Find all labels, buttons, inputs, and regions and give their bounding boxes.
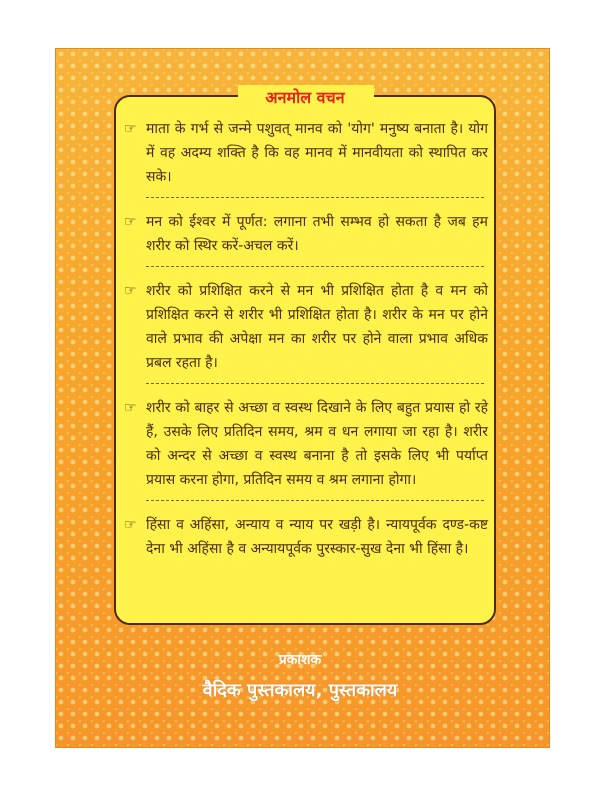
pointing-hand-icon: ☞ — [124, 400, 137, 416]
quote-text: मन को ईश्वर में पूर्णत: लगाना तभी सम्भव हो सकता है जब हम शरीर को स्थिर करें-अचल करें। — [146, 214, 488, 254]
quote-text: शरीर को प्रशिक्षित करने से मन भी प्रशिक्षित होता है व मन को प्रशिक्षित करने से शरीर भी प्रशिक्षित होता है। शरीर के मन पर होने वाले प्रभाव की अपेक्षा मन का शरीर पर होने वाला प्रभाव अधिक प्रबल रहता है। — [146, 283, 488, 371]
pointing-hand-icon: ☞ — [124, 121, 137, 137]
pointing-hand-icon: ☞ — [124, 214, 137, 230]
quote-item — [124, 396, 488, 492]
quote-list — [124, 117, 488, 575]
divider — [146, 383, 484, 384]
quote-text: माता के गर्भ से जन्मे पशुवत् मानव को 'योग' मनुष्य बनाता है। योग में वह अदम्य शक्ति है कि वह मानव में मानवीयता को स्थापित कर सके। — [146, 121, 488, 185]
quote-item — [124, 279, 488, 375]
quote-text: शरीर को बाहर से अच्छा व स्वस्थ दिखाने के लिए बहुत प्रयास हो रहे हैं, उसके लिए प्रतिदिन समय, श्रम व धन लगाया जा रहा है। शरीर को अन्दर से अच्छा व स्वस्थ बनाना है तो इसके लिए भी पर्याप्त प्रयास करना होगा, प्रतिदिन समय व श्रम लगाना होगा। — [146, 400, 488, 488]
quote-item — [124, 513, 488, 561]
quotes-panel — [114, 88, 496, 625]
pointing-hand-icon: ☞ — [124, 283, 137, 299]
pointing-hand-icon: ☞ — [124, 517, 137, 533]
publisher-label: प्रकाशक — [278, 652, 322, 668]
panel-title: अनमोल वचन — [265, 88, 345, 107]
quote-item — [124, 210, 488, 258]
publisher-name: वैदिक पुस्तकालय, पुस्तकालय — [202, 680, 398, 701]
divider — [146, 266, 484, 267]
quote-text: हिंसा व अहिंसा, अन्याय व न्याय पर खड़ी है। न्यायपूर्वक दण्ड-कष्ट देना भी अहिंसा है व अन्यायपूर्वक पुरस्कार-सुख देना भी हिंसा है। — [146, 517, 488, 557]
divider — [146, 500, 484, 501]
quote-item — [124, 117, 488, 189]
divider — [146, 197, 484, 198]
